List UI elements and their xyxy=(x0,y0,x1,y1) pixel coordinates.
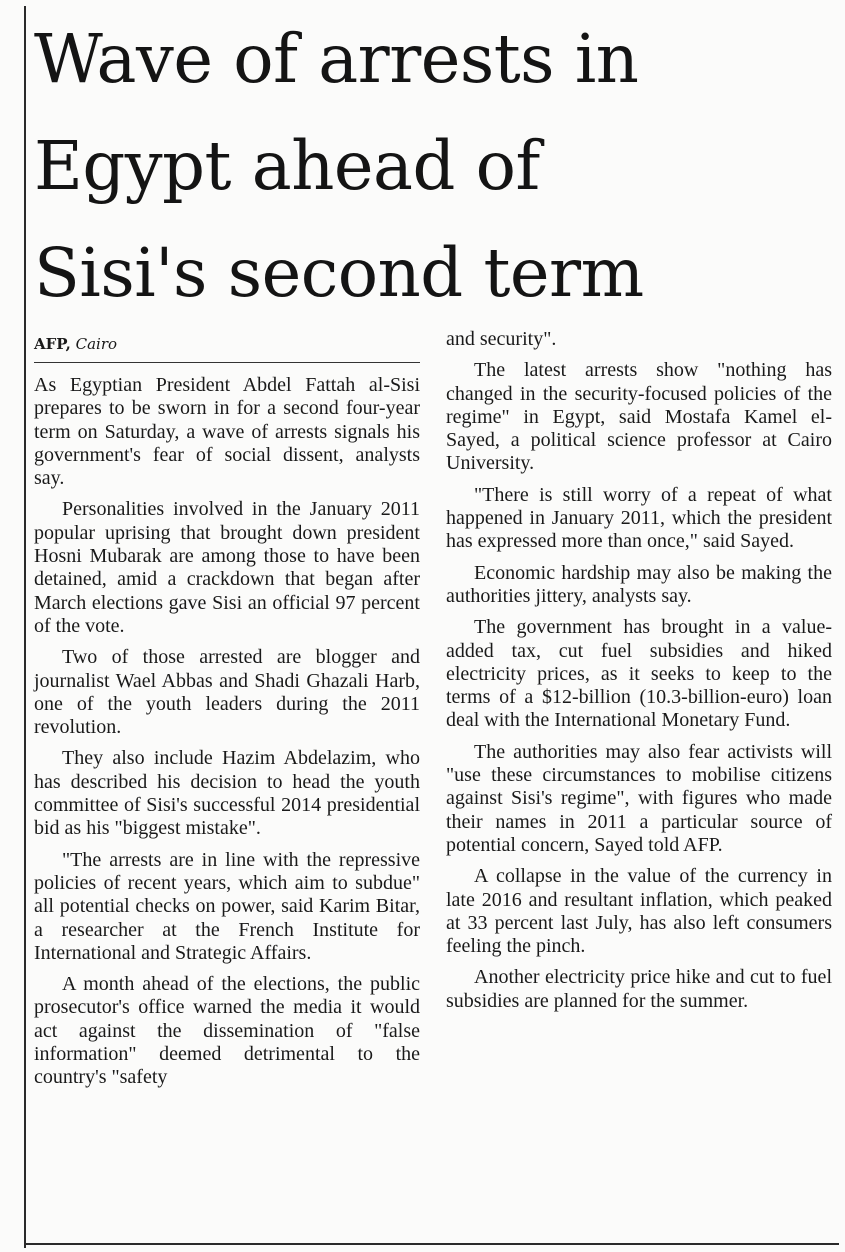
byline-divider xyxy=(34,362,420,363)
paragraph: The authorities may also fear activists will "use these circumstances to mobilise citizens against Sisi's regime", with figures who made their names in 2011 a particular source of potential concern, Sayed told AFP. xyxy=(446,740,832,856)
article-column-left xyxy=(34,374,420,1098)
paragraph: They also include Hazim Abdelazim, who has described his decision to head the youth committee of Sisi's successful 2014 presidential bid as his "biggest mistake". xyxy=(34,747,420,840)
article-column-right xyxy=(446,328,832,1021)
column-rule-left xyxy=(24,6,26,1248)
headline-line: Wave of arrests in xyxy=(34,20,639,98)
byline-place: Cairo xyxy=(75,335,118,353)
paragraph: Economic hardship may also be making the authorities jittery, analysts say. xyxy=(446,561,832,607)
paragraph: The latest arrests show "nothing has changed in the security-focused policies of the regime" in Egypt, said Mostafa Kamel el-Sayed, a political science professor at Cairo University. xyxy=(446,359,832,475)
paragraph: A month ahead of the elections, the public prosecutor's office warned the media it would act against the dissemination of "false information" deemed detrimental to the country's "safety xyxy=(34,973,420,1089)
paragraph-continuation: and security". xyxy=(446,328,557,350)
paragraph: A collapse in the value of the currency in late 2016 and resultant inflation, which peaked at 33 percent last July, has also left consumers feeling the pinch. xyxy=(446,865,832,958)
headline-line: Egypt ahead of xyxy=(34,127,540,205)
paragraph: As Egyptian President Abdel Fattah al-Sisi prepares to be sworn in for a second four-year term on Saturday, a wave of arrests signals his government's fear of social dissent, analysts say. xyxy=(34,374,420,490)
headline-line: Sisi's second term xyxy=(34,234,644,312)
paragraph: Two of those arrested are blogger and journalist Wael Abbas and Shadi Ghazali Harb, one of the youth leaders during the 2011 revolution. xyxy=(34,646,420,739)
paragraph: The government has brought in a value-added tax, cut fuel subsidies and hiked electricity prices, as it seeks to keep to the terms of a $12-billion (10.3-billion-euro) loan deal with the International Monetary Fund. xyxy=(446,616,832,732)
paragraph: "The arrests are in line with the repressive policies of recent years, which aim to subdue" all potential checks on power, said Karim Bitar, a researcher at the French Institute for International and Strategic Affairs. xyxy=(34,848,420,964)
byline xyxy=(34,334,117,354)
paragraph: Personalities involved in the January 2011 popular uprising that brought down president Hosni Mubarak are among those to have been detained, amid a crackdown that began after March elections gave Sisi an official 97 percent of the vote. xyxy=(34,498,420,637)
paragraph: Another electricity price hike and cut to fuel subsidies are planned for the summer. xyxy=(446,966,832,1012)
paragraph: "There is still worry of a repeat of what happened in January 2011, which the president has expressed more than once," said Sayed. xyxy=(446,483,832,553)
bottom-rule xyxy=(24,1243,839,1245)
byline-agency: AFP, xyxy=(34,335,71,353)
headline xyxy=(34,6,834,327)
